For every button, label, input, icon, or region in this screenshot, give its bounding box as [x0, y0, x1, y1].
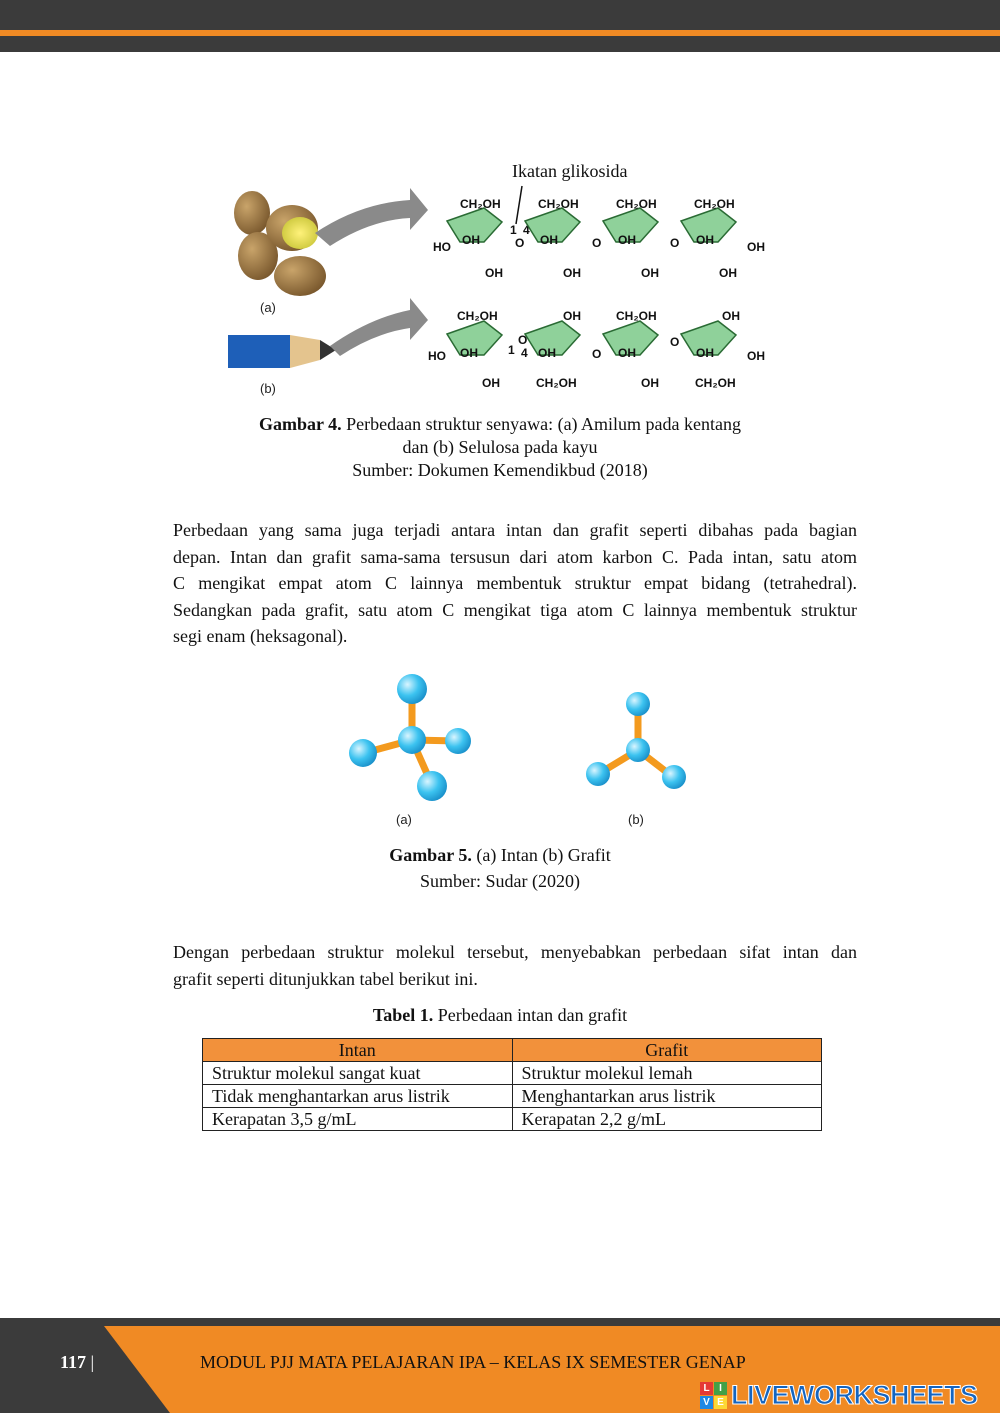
svg-text:CH₂OH: CH₂OH — [616, 197, 657, 211]
figure-5-source: Sumber: Sudar (2020) — [420, 871, 580, 891]
panel-b-label: (b) — [260, 381, 276, 396]
svg-text:HO: HO — [433, 240, 451, 254]
glucose-ring — [603, 309, 659, 390]
glucose-ring — [525, 197, 581, 280]
cellulose-chain — [428, 309, 765, 390]
paragraph-line: C mengikat empat atom C lainnya membentuk struktur empat bidang (tetrahedral). — [173, 573, 857, 593]
pencil-image — [228, 335, 336, 368]
figure-4-caption-label: Gambar 4. — [258, 414, 342, 434]
svg-text:OH: OH — [719, 266, 737, 280]
table-cell: Tidak menghantarkan arus listrik — [203, 1085, 513, 1108]
paragraph-perbedaan-sifat — [173, 939, 857, 992]
svg-text:OH: OH — [722, 309, 740, 323]
svg-text:OH: OH — [747, 349, 765, 363]
amylose-chain — [433, 197, 765, 280]
svg-text:O: O — [592, 347, 602, 361]
glucose-ring — [525, 309, 581, 390]
glycosidic-bond-label: Ikatan glikosida — [512, 161, 628, 181]
figure-4-caption-line2: dan (b) Selulosa pada kayu — [402, 437, 598, 457]
table-cell: Menghantarkan arus listrik — [512, 1085, 822, 1108]
table-cell: Struktur molekul sangat kuat — [203, 1062, 513, 1085]
graphite-trigonal-model — [586, 692, 686, 789]
table-row — [203, 1085, 822, 1108]
paragraph-line: Perbedaan yang sama juga terjadi antara intan dan grafit seperti dibahas pada bagian — [173, 520, 857, 540]
liveworksheets-text: LIVEWORKSHEETS — [731, 1379, 978, 1410]
table-row — [203, 1108, 822, 1131]
table-1-caption-text: Perbedaan intan dan grafit — [437, 1005, 628, 1025]
diamond-tetrahedral-model — [349, 674, 471, 801]
liveworksheets-badge-icon: L I V E — [700, 1382, 727, 1409]
paragraph-line: Sedangkan pada grafit, satu atom C mengikat tiga atom C lainnya membentuk struktur — [173, 599, 857, 620]
glucose-ring — [681, 197, 765, 280]
svg-text:OH: OH — [618, 346, 636, 360]
svg-text:OH: OH — [563, 309, 581, 323]
svg-text:OH: OH — [538, 346, 556, 360]
figure-5-caption — [0, 842, 1000, 894]
glucose-ring — [603, 197, 659, 280]
svg-text:OH: OH — [641, 376, 659, 390]
table-header-intan: Intan — [203, 1039, 513, 1062]
top-header-bar — [0, 0, 1000, 52]
svg-text:HO: HO — [428, 349, 446, 363]
svg-text:CH₂OH: CH₂OH — [538, 197, 579, 211]
svg-text:CH₂OH: CH₂OH — [460, 197, 501, 211]
svg-text:O: O — [592, 236, 602, 250]
glucose-ring — [433, 197, 503, 280]
svg-text:OH: OH — [563, 266, 581, 280]
paragraph-line: grafit seperti ditunjukkan tabel berikut ini. — [173, 968, 478, 989]
svg-text:O: O — [670, 236, 680, 250]
svg-text:OH: OH — [696, 233, 714, 247]
svg-text:OH: OH — [462, 233, 480, 247]
glucose-ring — [681, 309, 765, 390]
paragraph-line: Dengan perbedaan struktur molekul tersebut, menyebabkan perbedaan sifat intan dan — [173, 942, 857, 962]
liveworksheets-logo[interactable] — [700, 1380, 978, 1410]
svg-text:O: O — [670, 335, 680, 349]
svg-text:CH₂OH: CH₂OH — [457, 309, 498, 323]
table-cell: Struktur molekul lemah — [512, 1062, 822, 1085]
table-1-caption-label: Tabel 1. — [372, 1005, 434, 1025]
footer-title: MODUL PJJ MATA PELAJARAN IPA – KELAS IX SEMESTER GENAP — [200, 1352, 746, 1372]
table-1-caption — [0, 1004, 1000, 1027]
svg-text:O: O — [515, 236, 525, 250]
top-orange-stripe — [0, 30, 1000, 36]
glucose-ring — [428, 309, 502, 390]
paragraph-line: depan. Intan dan grafit sama-sama tersusun dari atom karbon C. Pada intan, satu atom — [173, 546, 857, 567]
svg-text:CH₂OH: CH₂OH — [695, 376, 736, 390]
table-cell: Kerapatan 3,5 g/mL — [203, 1108, 513, 1131]
table-row — [203, 1062, 822, 1085]
svg-text:CH₂OH: CH₂OH — [536, 376, 577, 390]
figure-4-caption-line1: Perbedaan struktur senyawa: (a) Amilum pada kentang — [346, 414, 742, 434]
svg-text:OH: OH — [618, 233, 636, 247]
svg-text:CH₂OH: CH₂OH — [616, 309, 657, 323]
svg-text:OH: OH — [460, 346, 478, 360]
svg-text:OH: OH — [696, 346, 714, 360]
figure-4-starch-cellulose — [220, 158, 780, 403]
glycosidic-pointer — [516, 186, 522, 224]
arrow-b-icon — [330, 298, 428, 356]
potato-image — [234, 191, 326, 296]
figure-4-caption — [0, 413, 1000, 482]
figure-5-caption-label: Gambar 5. — [389, 845, 472, 865]
svg-text:1: 1 — [508, 343, 515, 357]
svg-text:OH: OH — [482, 376, 500, 390]
svg-text:OH: OH — [641, 266, 659, 280]
figure-5-label-a: (a) — [396, 812, 412, 827]
svg-text:1: 1 — [510, 223, 517, 237]
paragraph-intan-grafit — [173, 517, 857, 650]
svg-text:OH: OH — [485, 266, 503, 280]
svg-text:O: O — [518, 333, 528, 347]
svg-text:4: 4 — [523, 223, 530, 237]
svg-text:4: 4 — [521, 346, 528, 360]
figure-4-source: Sumber: Dokumen Kemendikbud (2018) — [352, 460, 648, 480]
table-cell: Kerapatan 2,2 g/mL — [512, 1108, 822, 1131]
page-number: 117 | — [60, 1352, 95, 1372]
table-header-row — [203, 1039, 822, 1062]
paragraph-line: segi enam (heksagonal). — [173, 626, 348, 646]
table-header-grafit: Grafit — [512, 1039, 822, 1062]
svg-text:OH: OH — [540, 233, 558, 247]
figure-5-label-b: (b) — [628, 812, 644, 827]
panel-a-label: (a) — [260, 300, 276, 315]
comparison-table — [202, 1038, 822, 1131]
figure-5-diamond-graphite — [340, 665, 700, 835]
arrow-a-icon — [315, 188, 428, 246]
svg-text:CH₂OH: CH₂OH — [694, 197, 735, 211]
figure-5-caption-text: (a) Intan (b) Grafit — [476, 845, 611, 865]
svg-text:OH: OH — [747, 240, 765, 254]
